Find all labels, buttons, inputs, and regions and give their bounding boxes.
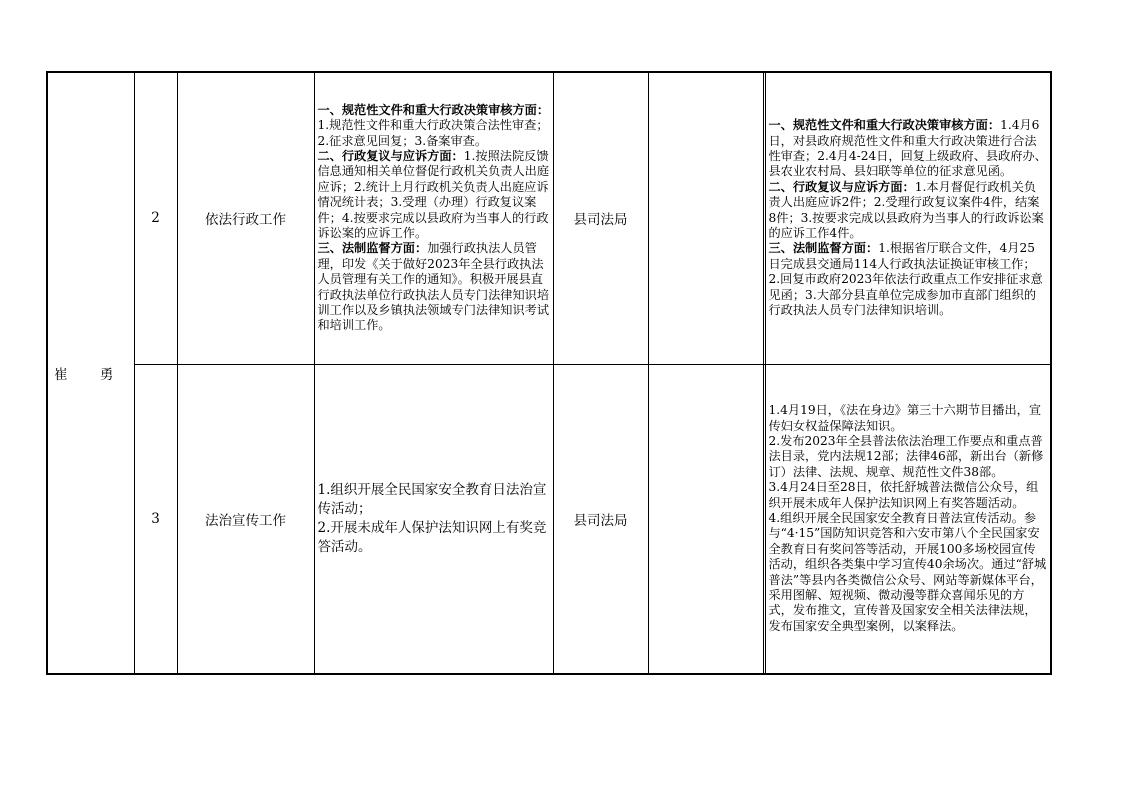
plan-heading: 二、行政复议与应诉方面： bbox=[317, 148, 464, 163]
progress-cell bbox=[765, 72, 1051, 364]
progress-text: 1.根据省厅联合文件，4月25日完成县交通局114人行政执法证换证审核工作；2.回复市政府2023年依法行政重点工作安排征求意见函；3.大部分县直单位完成参加市直部门组织的行政执法人员专门法律知识培训。 bbox=[768, 241, 1043, 317]
row-index: 3 bbox=[134, 364, 177, 674]
unit-name: 县司法局 bbox=[553, 72, 648, 364]
work-table bbox=[46, 71, 1052, 675]
plan-text: 1.规范性文件和重大行政决策合法性审查；2.征求意见回复；3.备案审查。 bbox=[317, 118, 549, 148]
plan-cell bbox=[314, 72, 553, 364]
table-row bbox=[47, 72, 1051, 364]
progress-heading: 三、法制监督方面： bbox=[768, 241, 879, 256]
plan-line: 1.组织开展全民国家安全教育日法治宣传活动； bbox=[317, 481, 547, 517]
plan-heading: 三、法制监督方面： bbox=[317, 241, 428, 256]
table-row bbox=[47, 364, 1051, 674]
row-index: 2 bbox=[134, 72, 177, 364]
plan-text: 加强行政执法人员管理，印发《关于做好2023年全县行政执法人员管理有关工作的通知》。积极开展县直行政执法单位行政执法人员专门法律知识培训工作以及乡镇执法领域专门法律知识考试和培训工作。 bbox=[317, 241, 550, 333]
progress-cell bbox=[765, 364, 1051, 674]
progress-line: 3.4月24日至28日，依托舒城普法微信公众号，组织开展未成年人保护法知识网上有奖答题活动。 bbox=[768, 480, 1039, 510]
progress-line: 2.发布2023年全县普法依法治理工作要点和重点普法目录，党内法规12部；法律46部，新出台（新修订）法律、法规、规章、规范性文件38部。 bbox=[768, 434, 1044, 479]
progress-line: 1.4月19日，《法在身边》第三十六期节目播出，宣传妇女权益保障法知识。 bbox=[768, 403, 1042, 433]
plan-text: 1.按照法院反馈信息通知相关单位督促行政机关负责人出庭应诉；2.统计上月行政机关负责人出庭应诉情况统计表；3.受理（办理）行政复议案件；4.按要求完成以县政府为当事人的行政诉讼案的应诉工作。 bbox=[317, 148, 550, 240]
person-name: 崔 勇 bbox=[47, 72, 134, 674]
task-name: 依法行政工作 bbox=[177, 72, 314, 364]
progress-line: 4.组织开展全民国家安全教育日普法宣传活动。参与“4·15”国防知识竞答和六安市第八个全民国家安全教育日有奖问答等活动，开展100多场校园宣传活动，组织各类集中学习宣传40余场次。通过“舒城普法”等县内各类微信公众号、网站等新媒体平台，采用图解、短视频、微动漫等群众喜闻乐见的方式，发布推文，宣传普及国家安全相关法律法规，发布国家安全典型案例，以案释法。 bbox=[768, 511, 1047, 633]
progress-text: 1.本月督促行政机关负责人出庭应诉2件；2.受理行政复议案件4件，结案8件；3.按要求完成以县政府为当事人的行政诉讼案的应诉工作4件。 bbox=[768, 179, 1044, 240]
unit-name: 县司法局 bbox=[553, 364, 648, 674]
progress-heading: 一、规范性文件和重大行政决策审核方面： bbox=[768, 118, 1001, 133]
plan-cell bbox=[314, 364, 553, 674]
task-name: 法治宣传工作 bbox=[177, 364, 314, 674]
empty-cell bbox=[648, 364, 763, 674]
progress-heading: 二、行政复议与应诉方面： bbox=[768, 179, 915, 194]
progress-text: 1.4月6日，对县政府规范性文件和重大行政决策进行合法性审查；2.4月4-24日，回复上级政府、县政府办、县农业农村局、县妇联等单位的征求意见函。 bbox=[768, 118, 1047, 179]
plan-line: 2.开展未成年人保护法知识网上有奖竞答活动。 bbox=[317, 519, 547, 555]
empty-cell bbox=[648, 72, 763, 364]
plan-heading: 一、规范性文件和重大行政决策审核方面： bbox=[317, 102, 550, 117]
